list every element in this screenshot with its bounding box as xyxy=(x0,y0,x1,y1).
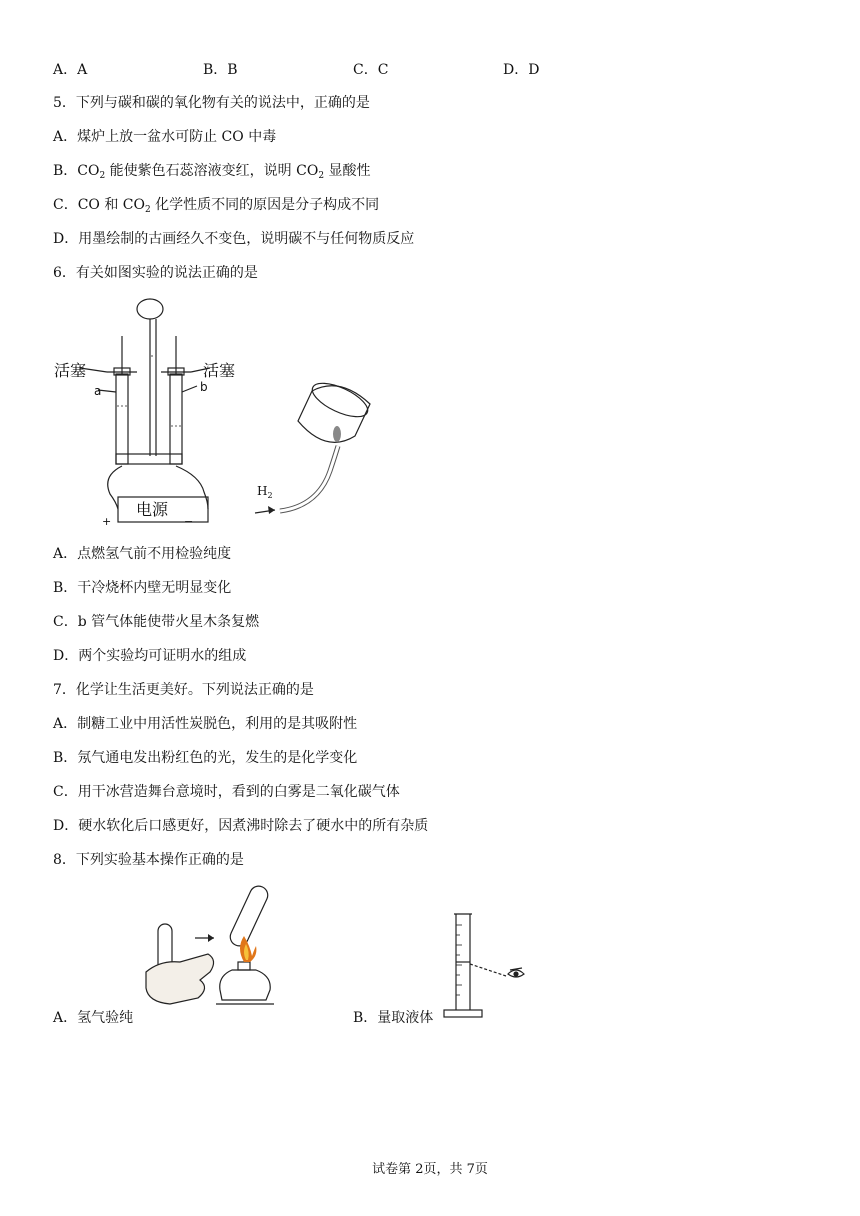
q6-stem: 6．有关如图实验的说法正确的是 xyxy=(53,265,258,281)
q7-option-c: C．用干冰营造舞台意境时，看到的白雾是二氧化碳气体 xyxy=(53,784,400,800)
q6-option-b: B．干冷烧杯内壁无明显变化 xyxy=(53,580,232,596)
power-supply-label: 电源 xyxy=(136,500,169,519)
electrolysis-figure xyxy=(50,296,380,531)
q6-option-d: D．两个实验均可证明水的组成 xyxy=(53,648,247,664)
tube-a-label: a xyxy=(94,384,102,398)
q5-option-a: A．煤炉上放一盆水可防止 CO 中毒 xyxy=(53,129,277,145)
plus-sign: + xyxy=(102,515,112,528)
left-stopcock-label: 活塞 xyxy=(54,361,87,380)
q7-option-d: D．硬水软化后口感更好，因煮沸时除去了硬水中的所有杂质 xyxy=(53,818,429,834)
q5-option-c: C．CO 和 $CO_2$ 化学性质不同的原因是分子构成不同 xyxy=(53,197,380,215)
q7-option-a: A．制糖工业中用活性炭脱色，利用的是其吸附性 xyxy=(53,716,358,732)
right-stopcock-label: 活塞 xyxy=(203,361,236,380)
h2-label: $H_2$ xyxy=(257,484,273,500)
q4-option-c: C．C xyxy=(353,62,389,78)
q6-option-a: A．点燃氢气前不用检验纯度 xyxy=(53,546,232,562)
minus-sign: − xyxy=(184,515,194,528)
measure-liquid-figure xyxy=(440,910,535,1022)
q4-option-d: D．D xyxy=(503,62,540,78)
q7-option-b: B．氖气通电发出粉红色的光，发生的是化学变化 xyxy=(53,750,358,766)
q5-option-b: B．$CO_2$ 能使紫色石蕊溶液变红，说明 $CO_2$ 显酸性 xyxy=(53,163,371,181)
hydrogen-purity-test-figure xyxy=(140,880,280,1010)
tube-b-label: b xyxy=(200,380,208,394)
q4-option-a: A．A xyxy=(53,62,88,78)
q5-option-d: D．用墨绘制的古画经久不变色，说明碳不与任何物质反应 xyxy=(53,231,415,247)
q8-option-a: A．氢气验纯 xyxy=(53,1010,134,1026)
q4-option-b: B．B xyxy=(203,62,238,78)
q8-stem: 8．下列实验基本操作正确的是 xyxy=(53,852,244,868)
page-footer: 试卷第 2页，共 7页 xyxy=(372,1162,488,1177)
q6-option-c: C．b 管气体能使带火星木条复燃 xyxy=(53,614,260,630)
q8-option-b: B．量取液体 xyxy=(353,1010,434,1026)
q7-stem: 7．化学让生活更美好。下列说法正确的是 xyxy=(53,682,314,698)
q5-stem: 5．下列与碳和碳的氧化物有关的说法中，正确的是 xyxy=(53,95,370,111)
